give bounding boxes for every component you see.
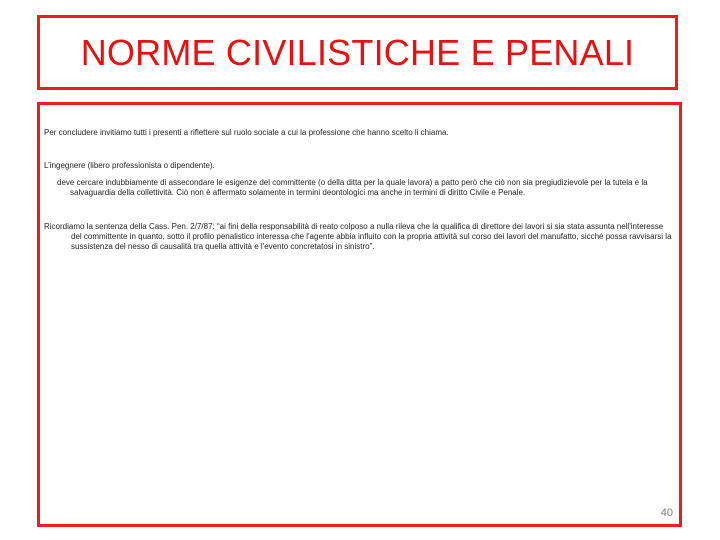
paragraph-engineer: L’ingegnere (libero professionista o dipendente). — [44, 161, 215, 170]
title-box — [37, 15, 678, 90]
paragraph-court-ruling: Ricordiamo la sentenza della Cass. Pen. 2/7/87: “ai fini della responsabilità di reato colposo a nulla rileva che la qualifica di direttore dei lavori si sia stata assunta nell'interesse del committente in quanto, sotto il profilo penalistico interessa che l'agente abbia influito con la propria attività sul corso dei lavori del manufatto, sicché possa ravvisarsi la sussistenza del nesso di causalità tra quella attività e l'evento concretatosi in sinistro”. — [44, 222, 672, 251]
content-box — [37, 102, 682, 527]
paragraph-duty: deve cercare indubbiamente di assecondare le esigenze del committente (o della ditta per la quale lavora) a patto però che ciò non sia pregiudizievole per la tutela e la salvaguardia della collettività. Ciò non è affermato solamente in termini deontologici ma anche in termini di diritto Civile e Penale. — [57, 178, 648, 197]
page-number: 40 — [660, 507, 673, 519]
slide-title: NORME CIVILISTICHE E PENALI — [80, 31, 635, 73]
paragraph-conclusion: Per concludere invitiamo tutti i presenti a riflettere sul ruolo sociale a cui la professione che hanno scelto li chiama. — [44, 128, 449, 137]
